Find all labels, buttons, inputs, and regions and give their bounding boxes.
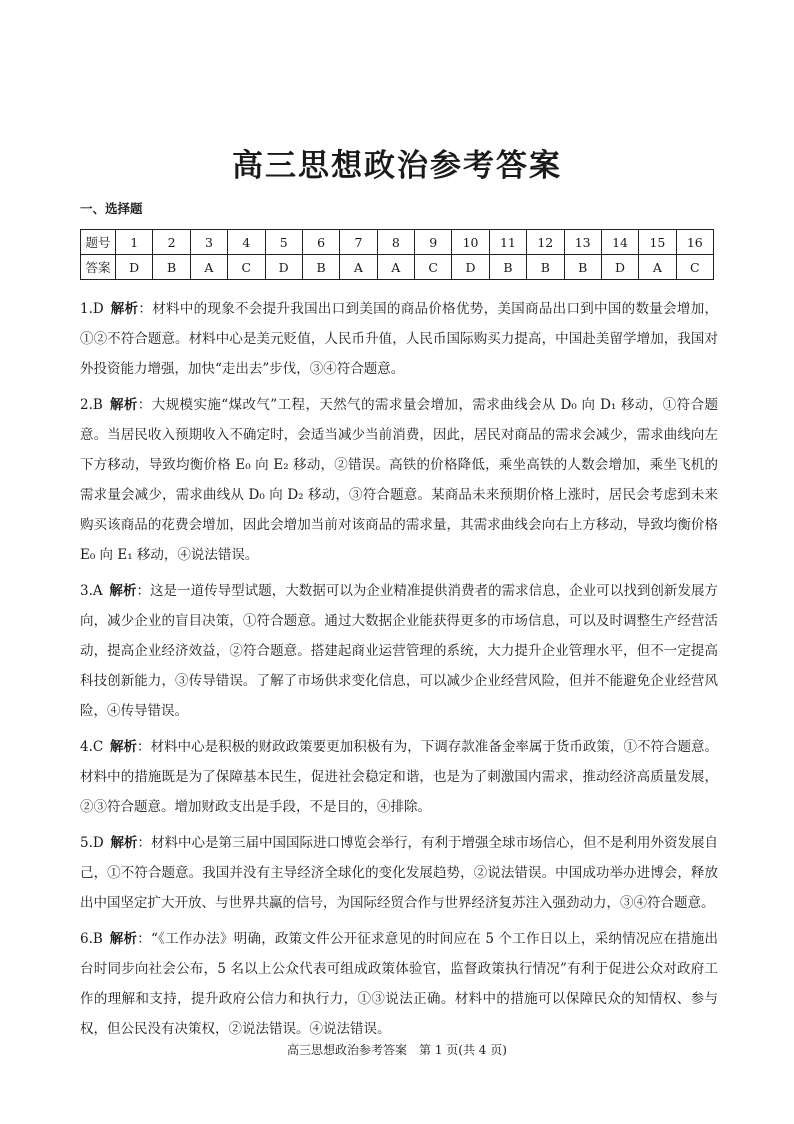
- row-label-answers: 答案: [81, 255, 116, 280]
- table-row-question-numbers: [81, 230, 714, 255]
- question-number-cell: 13: [564, 230, 601, 255]
- question-number-cell: 3: [190, 230, 227, 255]
- question-number-cell: 12: [527, 230, 564, 255]
- page-title: 高三思想政治参考答案: [232, 148, 562, 184]
- analysis-text: ：材料中心是第三届中国国际进口博览会举行，有利于增强全球市场信心，但不是利用外资发展自己，①不符合题意。我国并没有主导经济全球化的变化发展趋势，②说法错误。中国成功举办进博会，释放出中国坚定扩大开放、与世界共赢的信号，为国际经贸合作与世界经济复苏注入强劲动力，③④符合题意。: [80, 835, 719, 911]
- answer-cell: D: [265, 255, 302, 280]
- analysis-keyword: 解析: [110, 301, 139, 317]
- question-number-cell: 6: [302, 230, 339, 255]
- analysis-keyword: 解析: [109, 583, 137, 599]
- answer-cell: A: [377, 255, 414, 280]
- analysis-text: ：“《工作办法》明确，政策文件公开征求意见的时间应在 5 个工作日以上，采纳情况应在措施出台时同步向社会公布，5 名以上公众代表可组成政策体验官，监督政策执行情况”有利于促进公众对政府工作的理解和支持，提升政府公信力和执行力，①③说法正确。材料中的措施可以保障民众的知情权、参与权，但公民没有决策权，②说法错误。④说法错误。: [80, 931, 719, 1037]
- section-heading: 一、选择题: [80, 201, 143, 216]
- analysis-item: [80, 576, 718, 726]
- answer-cell: C: [415, 255, 452, 280]
- answer-cell: C: [228, 255, 265, 280]
- analysis-item: [80, 390, 718, 570]
- analysis-paragraph: [80, 390, 718, 570]
- answer-cell: B: [564, 255, 601, 280]
- row-label-numbers: 题号: [81, 230, 116, 255]
- analysis-list: [80, 294, 718, 1050]
- answer-cell: D: [116, 255, 153, 280]
- analysis-text: ：大规模实施“煤改气”工程，天然气的需求量会增加，需求曲线会从 D₀ 向 D₁ 移动，①符合题意。当居民收入预期收入不确定时，会适当减少当前消费，因此，居民对商品的需求会减少，需求曲线向左下方移动，导致均衡价格 E₀ 向 E₂ 移动，②错误。高铁的价格降低，乘坐高铁的人数会增加，乘坐飞机的需求量会减少，需求曲线从 D₀ 向 D₂ 移动，③符合题意。某商品未来预期价格上涨时，居民会考虑到未来购买该商品的花费会增加，因此会增加当前对该商品的需求量，其需求曲线会向右上方移动，导致均衡价格 E₀ 向 E₁ 移动，④说法错误。: [80, 397, 718, 563]
- analysis-paragraph: [80, 576, 718, 726]
- analysis-paragraph: [80, 924, 718, 1044]
- analysis-item: [80, 294, 718, 384]
- question-number-cell: 11: [489, 230, 526, 255]
- answer-cell: B: [153, 255, 190, 280]
- question-number-cell: 4: [228, 230, 265, 255]
- analysis-paragraph: [80, 732, 718, 822]
- answer-cell: A: [639, 255, 676, 280]
- analysis-text: ：这是一道传导型试题，大数据可以为企业精准提供消费者的需求信息，企业可以找到创新发展方向，减少企业的盲目决策，①符合题意。通过大数据企业能获得更多的市场信息，可以及时调整生产经营活动，提高企业经济效益，②符合题意。搭建起商业运营管理的系统，大力提升企业管理水平，但不一定提高科技创新能力，③传导错误。了解了市场供求变化信息，可以减少企业经营风险，但并不能避免企业经营风险，④传导错误。: [80, 583, 719, 719]
- analysis-item: [80, 828, 718, 918]
- analysis-keyword: 解析: [109, 739, 138, 755]
- analysis-text: ：材料中心是积极的财政政策要更加积极有为，下调存款准备金率属于货币政策，①不符合题意。材料中的措施既是为了保障基本民生，促进社会稳定和谐，也是为了刺激国内需求，推动经济高质量发展，②③符合题意。增加财政支出是手段，不是目的，④排除。: [80, 739, 719, 815]
- question-number-cell: 10: [452, 230, 489, 255]
- analysis-keyword: 解析: [110, 835, 138, 851]
- question-number-cell: 7: [340, 230, 377, 255]
- question-answer-label: 3.A: [80, 583, 103, 599]
- question-number-cell: 9: [415, 230, 452, 255]
- answer-cell: B: [489, 255, 526, 280]
- answer-cell: D: [601, 255, 638, 280]
- question-answer-label: 5.D: [80, 835, 104, 851]
- question-number-cell: 14: [601, 230, 638, 255]
- analysis-keyword: 解析: [109, 931, 138, 947]
- analysis-keyword: 解析: [109, 397, 138, 413]
- question-answer-label: 1.D: [80, 301, 104, 317]
- question-number-cell: 2: [153, 230, 190, 255]
- analysis-text: ：材料中的现象不会提升我国出口到美国的商品价格优势，美国商品出口到中国的数量会增加，①②不符合题意。材料中心是美元贬值，人民币升值，人民币国际购买力提高，中国赴美留学增加，我国对外投资能力增强，加快“走出去”步伐，③④符合题意。: [80, 301, 719, 377]
- answer-table: [80, 229, 714, 280]
- question-number-cell: 5: [265, 230, 302, 255]
- question-number-cell: 1: [116, 230, 153, 255]
- question-number-cell: 16: [676, 230, 713, 255]
- analysis-paragraph: [80, 294, 718, 384]
- question-answer-label: 6.B: [80, 931, 103, 947]
- question-number-cell: 15: [639, 230, 676, 255]
- analysis-paragraph: [80, 828, 718, 918]
- answer-cell: B: [302, 255, 339, 280]
- answer-cell: A: [340, 255, 377, 280]
- analysis-item: [80, 924, 718, 1044]
- answer-cell: C: [676, 255, 713, 280]
- analysis-item: [80, 732, 718, 822]
- answer-cell: D: [452, 255, 489, 280]
- page-footer: 高三思想政治参考答案 第 1 页(共 4 页): [287, 1043, 507, 1057]
- question-answer-label: 4.C: [80, 739, 104, 755]
- question-answer-label: 2.B: [80, 397, 103, 413]
- answer-cell: A: [190, 255, 227, 280]
- answer-cell: B: [527, 255, 564, 280]
- question-number-cell: 8: [377, 230, 414, 255]
- table-row-answers: [81, 255, 714, 280]
